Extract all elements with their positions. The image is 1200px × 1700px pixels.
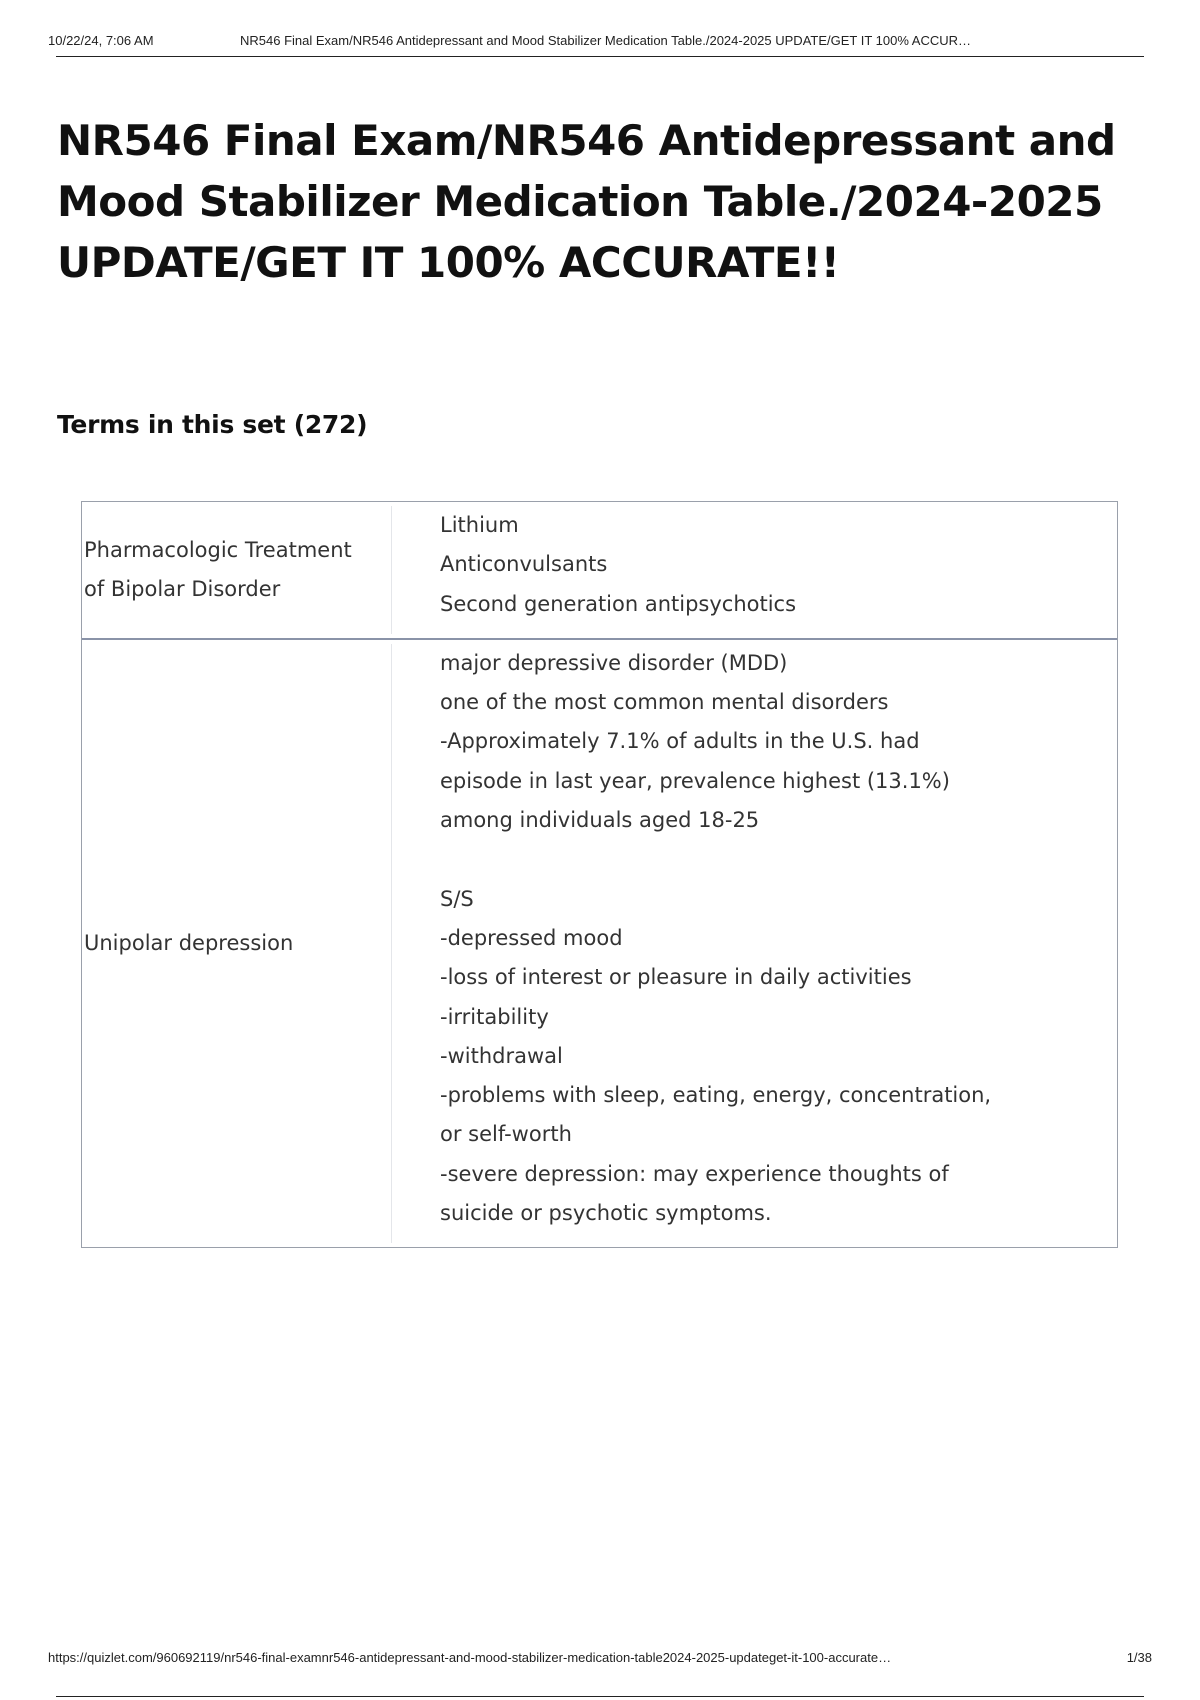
definition-line: S/S <box>440 886 474 911</box>
print-footer <box>48 1650 1152 1665</box>
definition-line: -irritability <box>440 1004 549 1029</box>
definition-line: or self-worth <box>440 1122 572 1147</box>
definition-line: one of the most common mental disorders <box>440 690 889 715</box>
term-line: Pharmacologic Treatment <box>84 537 352 562</box>
header-divider <box>56 56 1144 57</box>
print-header <box>48 28 1144 52</box>
definition-line: among individuals aged 18-25 <box>440 808 760 833</box>
term-row <box>82 502 1117 638</box>
footer-divider <box>56 1696 1144 1697</box>
terms-count-heading: Terms in this set (272) <box>57 410 368 439</box>
term-cell <box>82 506 392 634</box>
term-line: of Bipolar Disorder <box>84 576 281 601</box>
definition-line: -depressed mood <box>440 925 623 950</box>
definition-line: Second generation antipsychotics <box>440 591 797 616</box>
term-cell <box>82 644 392 1243</box>
definition-line <box>440 840 1117 879</box>
definition-line: -loss of interest or pleasure in daily activities <box>440 965 912 990</box>
definition-line: suicide or psychotic symptoms. <box>440 1201 772 1226</box>
definition-line: -Approximately 7.1% of adults in the U.S. had <box>440 729 920 754</box>
print-page-title: NR546 Final Exam/NR546 Antidepressant and Mood Stabilizer Medication Table./2024-2025 UPDATE/GET IT 100% ACCUR… <box>240 32 972 48</box>
definition-cell <box>392 640 1117 1247</box>
term-text <box>84 924 293 963</box>
print-url: https://quizlet.com/960692119/nr546-final-examnr546-antidepressant-and-mood-stabilizer-medication-table2024-2025-updateget-it-100-accurate… <box>48 1650 892 1665</box>
term-row <box>82 638 1117 1247</box>
definition-line: -withdrawal <box>440 1043 563 1068</box>
definition-line: episode in last year, prevalence highest (13.1%) <box>440 768 950 793</box>
definition-line: -severe depression: may experience thoughts of <box>440 1161 949 1186</box>
document-title <box>57 110 1147 293</box>
definition-line: Anticonvulsants <box>440 552 608 577</box>
terms-table <box>81 501 1118 1248</box>
definition-line: major depressive disorder (MDD) <box>440 650 788 675</box>
document-title-line: Mood Stabilizer Medication Table./2024-2025 <box>57 177 1103 226</box>
document-title-line: NR546 Final Exam/NR546 Antidepressant and <box>57 116 1116 165</box>
term-line: Unipolar depression <box>84 931 294 956</box>
page-number: 1/38 <box>1126 1650 1152 1665</box>
document-title-line: UPDATE/GET IT 100% ACCURATE!! <box>57 238 840 287</box>
definition-line: Lithium <box>440 513 519 537</box>
definition-line: -problems with sleep, eating, energy, concentration, <box>440 1083 992 1108</box>
term-text <box>84 531 352 609</box>
definition-cell <box>392 502 1117 638</box>
print-date: 10/22/24, 7:06 AM <box>48 32 154 48</box>
